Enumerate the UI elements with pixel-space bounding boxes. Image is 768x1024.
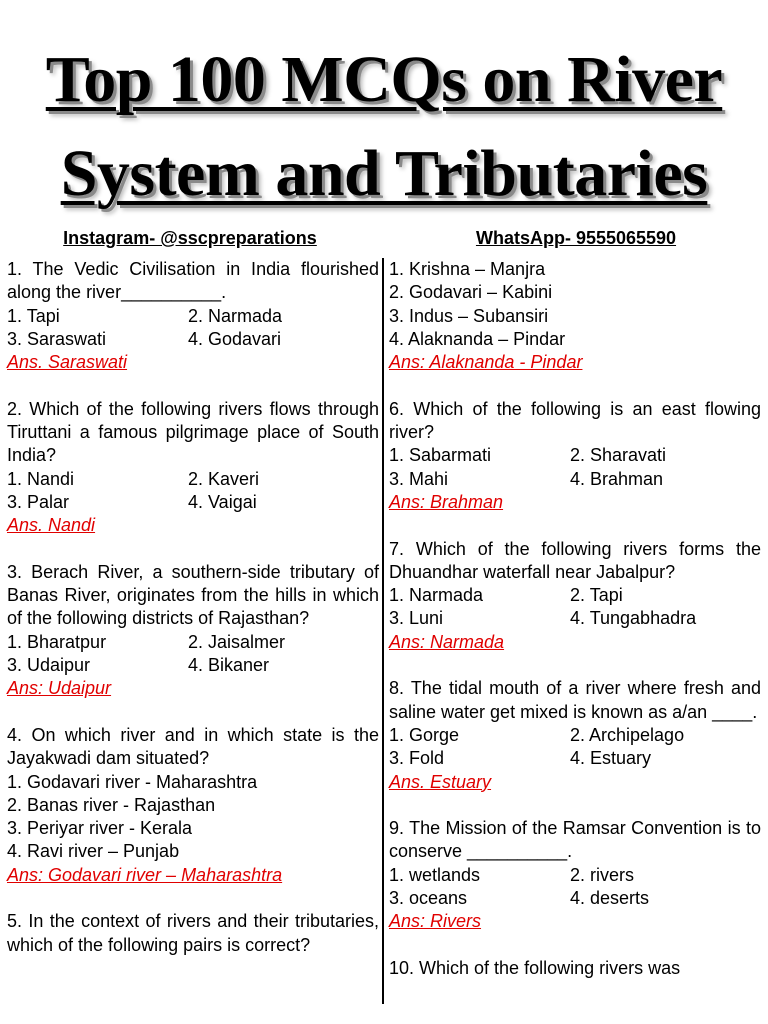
option: 2. Kaveri bbox=[188, 468, 260, 489]
option: 1. Narmada bbox=[389, 585, 484, 606]
instagram-handle: Instagram- @sscpreparations bbox=[63, 228, 317, 248]
option: 4. Bikaner bbox=[188, 655, 270, 676]
question-5 bbox=[7, 910, 379, 957]
option: 4. deserts bbox=[570, 888, 650, 909]
option: 4. Alaknanda – Pindar bbox=[389, 328, 566, 349]
option: 3. Periyar river - Kerala bbox=[7, 818, 193, 839]
option: 2. Jaisalmer bbox=[188, 631, 286, 652]
column-divider bbox=[382, 258, 384, 1004]
question-text: 3. Berach River, a southern-side tributary of Banas River, originates from the hills in which of the following districts of Rajasthan? bbox=[7, 561, 379, 629]
option: 2. Banas river - Rajasthan bbox=[7, 794, 216, 815]
option: 1. Nandi bbox=[7, 468, 75, 489]
question-2 bbox=[7, 398, 379, 538]
question-text: 6. Which of the following is an east flowing river? bbox=[389, 398, 761, 443]
option: 3. Saraswati bbox=[7, 328, 107, 349]
question-1 bbox=[7, 258, 379, 374]
question-7 bbox=[389, 538, 761, 654]
option: 2. Sharavati bbox=[570, 445, 667, 466]
option: 2. Narmada bbox=[188, 305, 283, 326]
options bbox=[389, 724, 761, 771]
question-text: 7. Which of the following rivers forms the Dhuandhar waterfall near Jabalpur? bbox=[389, 538, 761, 582]
question-text: 10. Which of the following rivers was bbox=[389, 957, 681, 978]
option: 2. Tapi bbox=[570, 585, 623, 606]
answer: Ans. Saraswati bbox=[7, 352, 128, 373]
question-9 bbox=[389, 817, 761, 933]
options bbox=[389, 584, 761, 631]
option: 3. Udaipur bbox=[7, 655, 91, 676]
question-4 bbox=[7, 724, 379, 887]
options bbox=[389, 444, 761, 491]
title-text-2: System and Tributaries bbox=[60, 137, 708, 210]
left-column bbox=[7, 258, 379, 957]
answer: Ans: Rivers bbox=[389, 911, 482, 932]
option: 3. Indus – Subansiri bbox=[389, 305, 549, 326]
answer: Ans: Brahman bbox=[389, 491, 504, 512]
option: 1. Tapi bbox=[7, 305, 60, 326]
question-3 bbox=[7, 561, 379, 701]
option: 3. Fold bbox=[389, 748, 445, 769]
question-8 bbox=[389, 677, 761, 793]
option: 4. Vaigai bbox=[188, 491, 257, 512]
option: 4. Ravi river – Punjab bbox=[7, 841, 180, 862]
option: 3. Palar bbox=[7, 491, 70, 512]
option: 3. Luni bbox=[389, 608, 444, 629]
option: 4. Estuary bbox=[570, 748, 652, 769]
option: 2. rivers bbox=[570, 864, 635, 885]
question-6 bbox=[389, 398, 761, 514]
options bbox=[7, 631, 379, 678]
question-text: 1. The Vedic Civilisation in India flourished along the river__________. bbox=[7, 259, 379, 303]
page-title-line-1 bbox=[0, 40, 768, 120]
question-text: 5. In the context of rivers and their tributaries, which of the following pairs is correct? bbox=[7, 911, 379, 955]
answer: Ans: Alaknanda - Pindar bbox=[389, 352, 583, 373]
answer: Ans. Estuary bbox=[389, 771, 492, 792]
option: 1. Krishna – Manjra bbox=[389, 259, 546, 279]
option: 4. Brahman bbox=[570, 468, 664, 489]
question-5-options bbox=[389, 258, 761, 374]
option: 4. Tungabhadra bbox=[570, 608, 697, 629]
answer: Ans: Narmada bbox=[389, 631, 505, 652]
page-title-line-2 bbox=[0, 134, 768, 214]
option: 1. Gorge bbox=[389, 724, 460, 745]
options bbox=[389, 864, 761, 911]
option: 1. wetlands bbox=[389, 864, 481, 885]
answer: Ans. Nandi bbox=[7, 515, 96, 536]
option: 2. Archipelago bbox=[570, 724, 685, 745]
answer: Ans: Udaipur bbox=[7, 678, 112, 699]
option: 2. Godavari – Kabini bbox=[389, 282, 553, 303]
question-text: 4. On which river and in which state is the Jayakwadi dam situated? bbox=[7, 724, 379, 769]
option: 1. Sabarmati bbox=[389, 445, 492, 466]
option: 4. Godavari bbox=[188, 328, 282, 349]
answer: Ans: Godavari river – Maharashtra bbox=[7, 864, 283, 885]
title-text-1: Top 100 MCQs on River bbox=[45, 43, 723, 116]
options bbox=[7, 305, 379, 352]
right-column bbox=[389, 258, 761, 980]
question-text: 8. The tidal mouth of a river where fresh and saline water get mixed is known as a/an ____. bbox=[389, 678, 761, 722]
option: 3. Mahi bbox=[389, 468, 449, 489]
whatsapp-number: WhatsApp- 9555065590 bbox=[475, 228, 677, 248]
question-10 bbox=[389, 957, 761, 980]
question-text: 2. Which of the following rivers flows through Tiruttani a famous pilgrimage place of South India? bbox=[7, 398, 379, 466]
option: 1. Bharatpur bbox=[7, 631, 107, 652]
options bbox=[7, 468, 379, 515]
option: 3. oceans bbox=[389, 888, 468, 909]
option: 1. Godavari river - Maharashtra bbox=[7, 771, 258, 792]
question-text: 9. The Mission of the Ramsar Convention is to conserve __________. bbox=[389, 818, 761, 862]
